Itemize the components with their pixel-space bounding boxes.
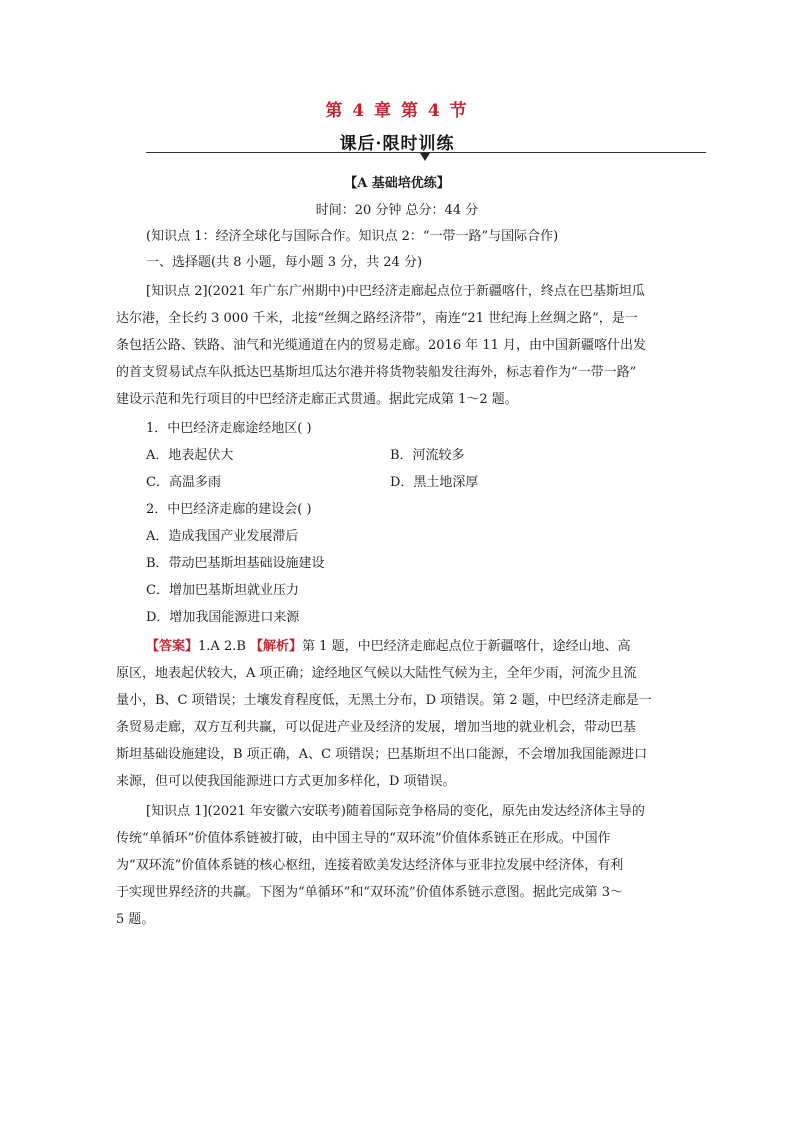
question-2-stem: 2．中巴经济走廊的建设会( ) — [146, 502, 312, 517]
triangle-marker-icon — [420, 153, 430, 161]
question-2-option-a: A．造成我国产业发展滞后 — [146, 529, 299, 544]
analysis-line: 条贸易走廊，双方互利共赢，可以促进产业及经济的发展，增加当地的就业机会，带动巴基 — [116, 720, 637, 735]
analysis-line: 斯坦基础设施建设，B 项正确，A、C 项错误；巴基斯坦不出口能源，不会增加我国能源进口 — [116, 747, 648, 762]
passage1-line: 建设示范和先行项目的中巴经济走廊正式贯通。据此完成第 1～2 题。 — [116, 392, 518, 407]
answer-first-line — [146, 638, 631, 656]
question-1-stem: 1．中巴经济走廊途经地区( ) — [146, 421, 312, 436]
analysis-line: 来源，但可以使我国能源进口方式更加多样化，D 项错误。 — [116, 774, 456, 789]
time-score-info: 时间：20 分钟 总分：44 分 — [315, 203, 479, 218]
knowledge-points-note: (知识点 1：经济全球化与国际合作。知识点 2：“一带一路”与国际合作) — [146, 229, 559, 244]
answer-value: 1.A 2.B — [198, 639, 251, 654]
passage2-line: 传统“单循环”价值体系链被打破，由中国主导的“双环流”价值体系链正在形成。中国作 — [116, 831, 611, 846]
practice-section-title: 【A 基础培优练】 — [344, 176, 450, 191]
question-1-option-c: C．高温多雨 — [146, 475, 221, 490]
question-2-option-b: B．带动巴基斯坦基础设施建设 — [146, 556, 325, 571]
analysis-line: 原区，地表起伏较大，A 项正确；途经地区气候以大陆性气候为主，全年少雨，河流少且流 — [116, 666, 637, 681]
passage2-line: [知识点 1](2021 年安徽六安联考)随着国际竞争格局的变化，原先由发达经济体主导的 — [146, 804, 645, 819]
chapter-title: 第 4 章 第 4 节 — [325, 101, 469, 121]
answer-label: 【答案】 — [146, 639, 199, 654]
question-1-option-d: D．黑土地深厚 — [390, 475, 479, 490]
analysis-text: 第 1 题，中巴经济走廊起点位于新疆喀什，途经山地、高 — [302, 639, 631, 654]
passage2-line: 于实现世界经济的共赢。下图为“单循环”和“双环流”价值体系链示意图。据此完成第 3～ — [116, 885, 623, 900]
passage1-line: 条包括公路、铁路、油气和光缆通道在内的贸易走廊。2016 年 11 月，由中国新疆喀什出发 — [116, 338, 647, 353]
analysis-line: 量小，B、C 项错误；土壤发育程度低，无黑土分布，D 项错误。第 2 题，中巴经济走廊是一 — [116, 693, 652, 708]
passage1-line: [知识点 2](2021 年广东广州期中)中巴经济走廊起点位于新疆喀什，终点在巴基斯坦瓜 — [146, 284, 645, 299]
passage2-line: 为“双环流”价值体系链的核心枢纽，连接着欧美发达经济体与亚非拉发展中经济体，有利 — [116, 858, 624, 873]
question-1-option-b: B．河流较多 — [390, 448, 465, 463]
section-subtitle: 课后·限时训练 — [339, 134, 455, 154]
analysis-label: 【解析】 — [250, 639, 303, 654]
passage1-line: 的首支贸易试点车队抵达巴基斯坦瓜达尔港并将货物装船发往海外，标志着作为“一带一路” — [116, 365, 637, 380]
part-heading: 一、选择题(共 8 小题，每小题 3 分，共 24 分) — [146, 255, 423, 270]
passage1-line: 达尔港，全长约 3 000 千米，北接“丝绸之路经济带”，南连“21 世纪海上丝绸之路”，是一 — [116, 311, 638, 326]
passage2-line: 5 题。 — [116, 912, 155, 927]
question-1-option-a: A．地表起伏大 — [146, 448, 234, 463]
question-2-option-c: C．增加巴基斯坦就业压力 — [146, 583, 299, 598]
question-2-option-d: D．增加我国能源进口来源 — [146, 610, 300, 625]
